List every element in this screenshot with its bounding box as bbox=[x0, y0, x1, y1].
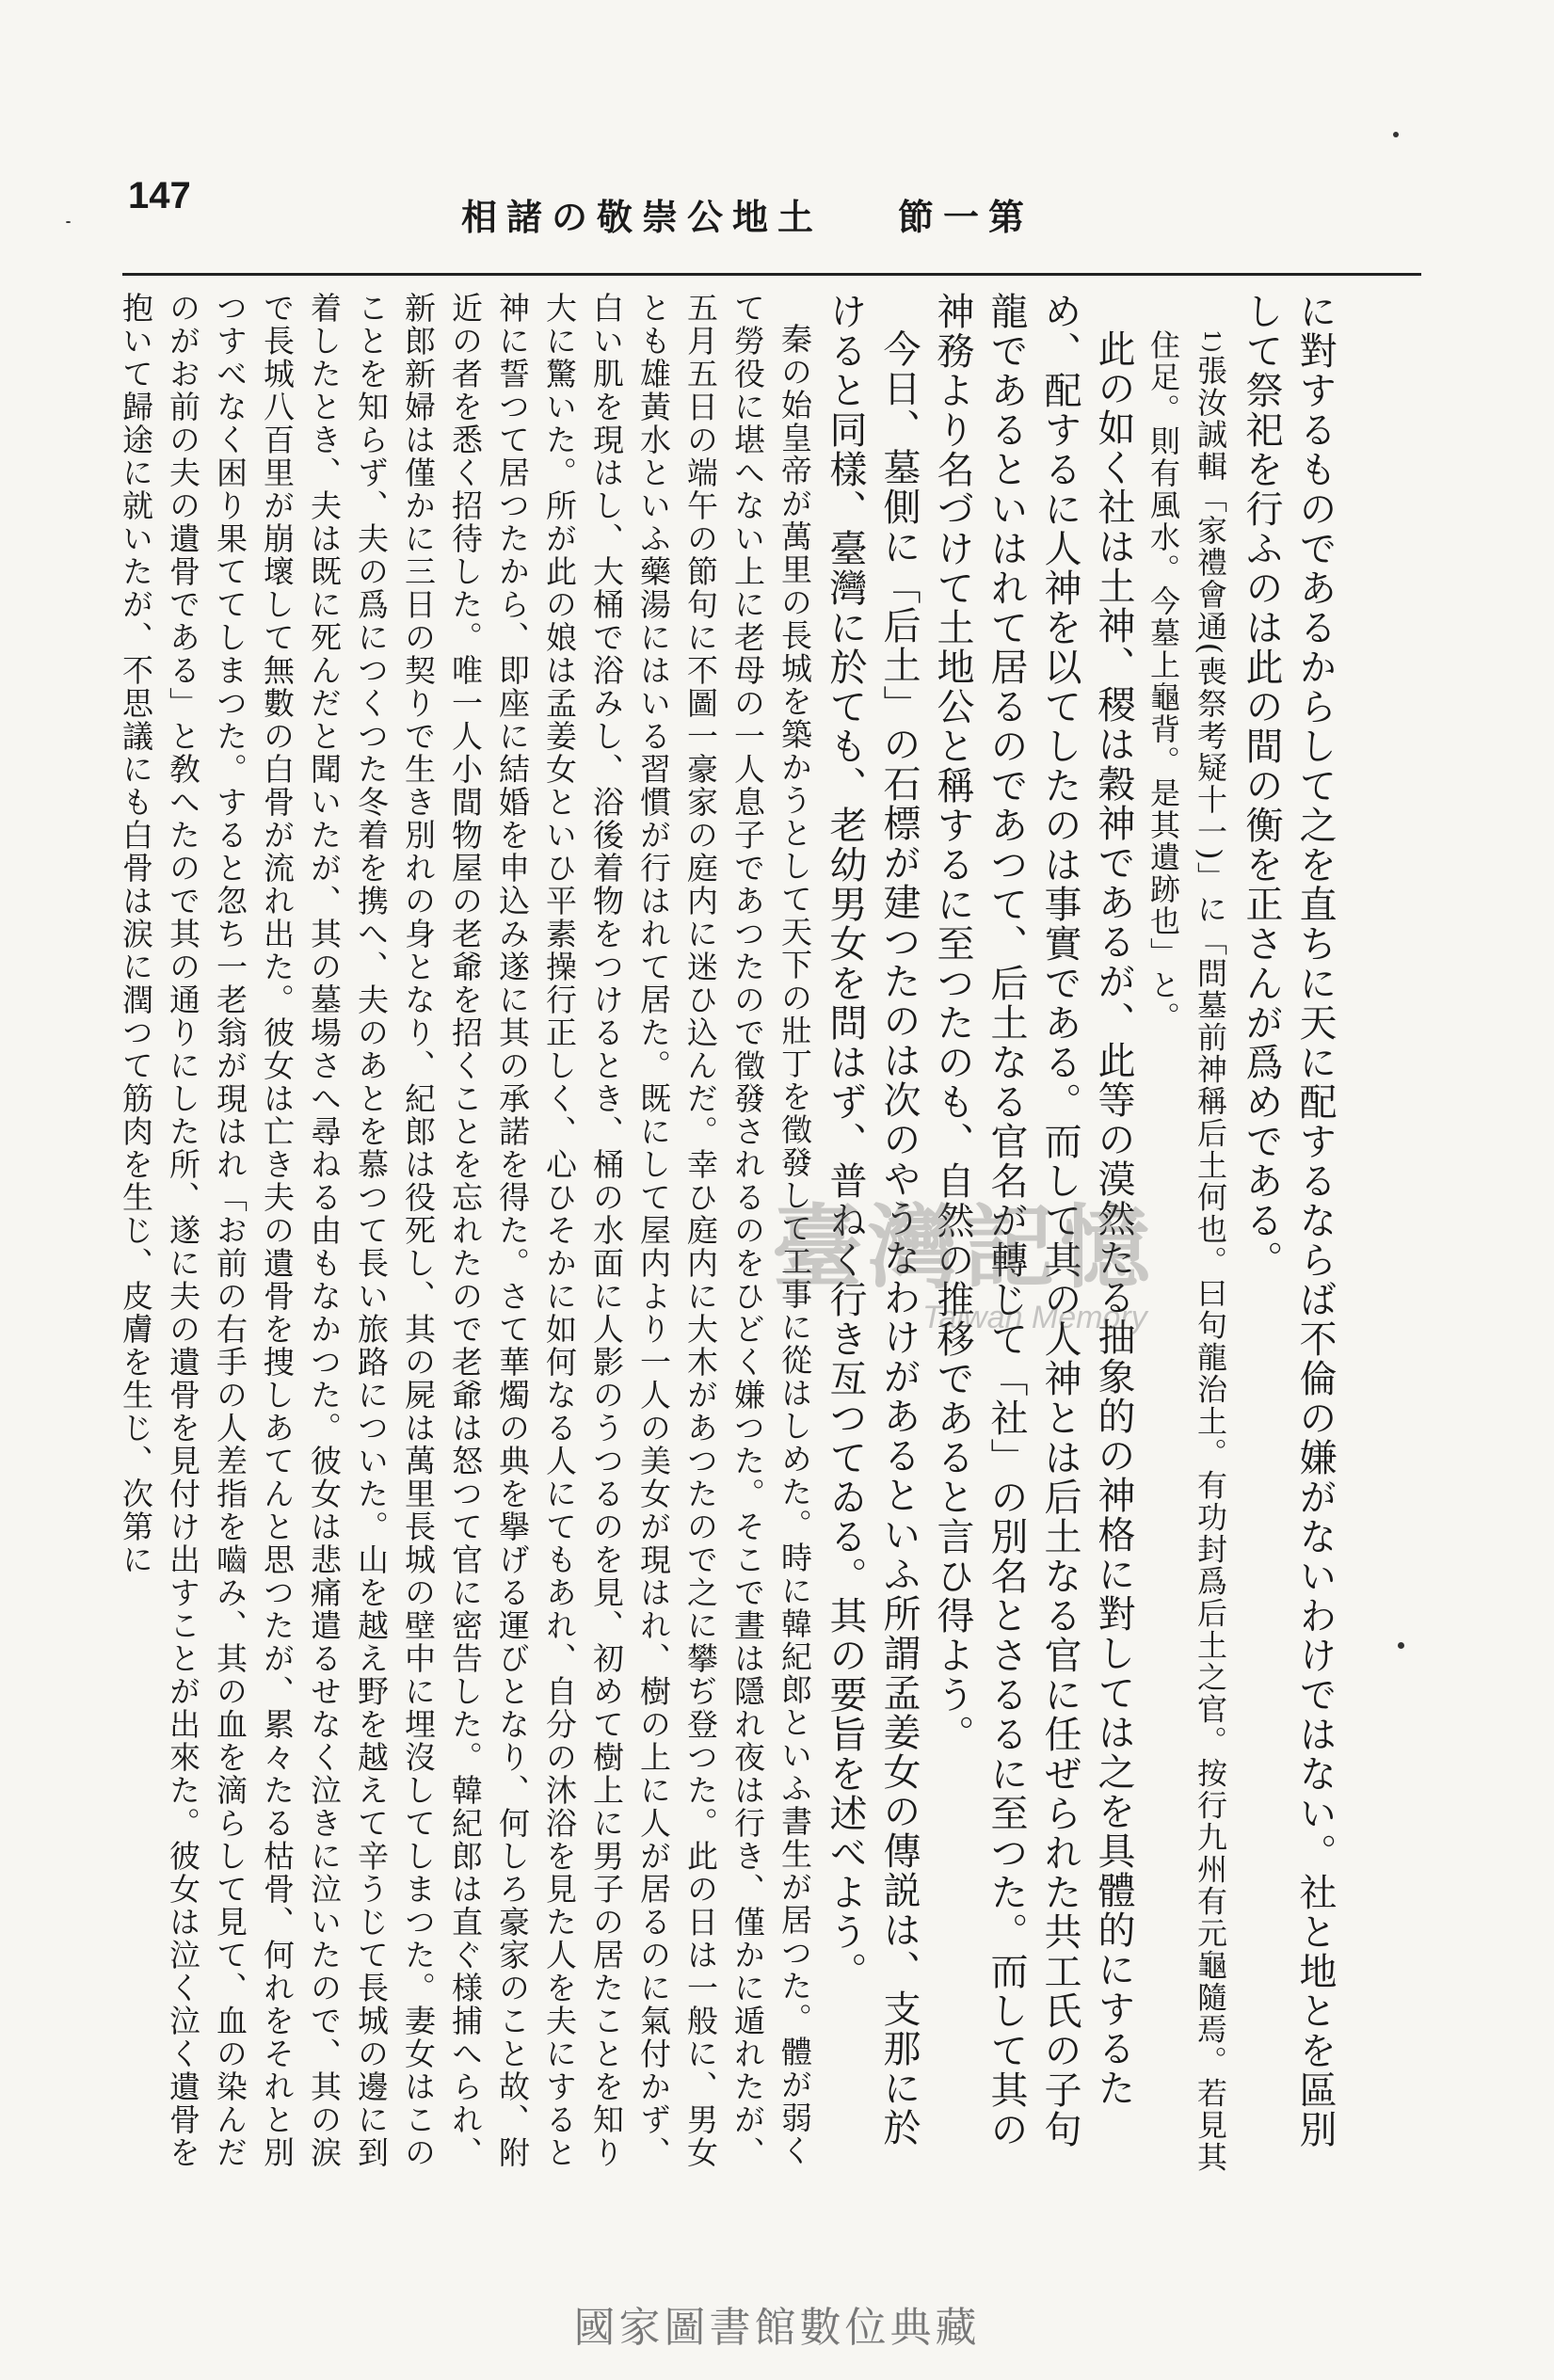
footnote-text: 張汝誠輯「家禮會通(喪祭考疑十一)」に「問墓前神稱后土何也。曰句龍治土。有功封爲后土之官。按行九州有元龜隨焉。若見其住足。則有風水。今墓上龜背。是其遺跡也」と。 bbox=[1145, 329, 1228, 2174]
scan-speck bbox=[66, 221, 71, 223]
watermark-main: 臺灣記憶 bbox=[772, 1194, 1156, 1301]
paragraph-continuation: に對するものであるからして之を直ちに天に配するならば不倫の嫌がないわけではない。社と地とを區別して祭祀を行ふのは此の間の衡を正さんが爲めである。 bbox=[1240, 292, 1337, 2149]
paragraph-story: 秦の始皇帝が萬里の長城を築かうとして天下の壯丁を徵發して工事に從はしめた。時に韓紀郎といふ書生が居つた。體が弱くて勞役に堪へない上に老母の一人息子であつたので徵發されるのをひどく嫌つた。そこで晝は隱れ夜は行き、僅かに遁れたが、五月五日の端午の節句に不圖一豪家の庭内に迷ひ込んだ。幸ひ庭内に大木があつたので之に攀ぢ登つた。此の日は一般に、男女とも雄黃水といふ藥湯にはいる習慣が行はれて居た。既にして屋内より一人の美女が現はれ、樹の上に人が居るのに氣付かず、白い肌を現はし、大桶で浴みし、浴後着物をつけるとき、桶の水面に人影のうつるのを見、初めて樹上に男子の居たことを知り大に驚いた。所が此の娘は孟姜女といひ平素操行正しく、心ひそかに如何なる人にてもあれ、自分の沐浴を見た人を夫にすると神に誓つて居つたから、即座に結婚を申込み遂に其の承諾を得た。さて華燭の典を擧げる運びとなり、何しろ豪家のこと故、附近の者を悉く招待した。唯一人小間物屋の老爺を招くことを忘れたので老爺は怒つて官に密告した。韓紀郎は直ぐ様捕へられ、新郎新婦は僅かに三日の契りで生き別れの身となり、紀郎は役死し、其の屍は萬里長城の壁中に埋沒してしまつた。妻女はこのことを知らず、夫の爲につくつた冬着を携へ、夫のあとを慕つて長い旅路についた。山を越え野を越えて辛うじて長城の邊に到着したとき、夫は既に死んだと聞いたが、其の墓場さへ尋ねる由もなかつた。彼女は悲痛遣るせなく泣きに泣いたので、其の涙で長城八百里が崩壞して無數の白骨が流れ出た。彼女は亡き夫の遺骨を捜しあてんと思つたが、累々たる枯骨、何れをそれと別つすべなく困り果ててしまつた。すると忽ち一老翁が現はれ「お前の右手の人差指を嚙み、其の血を滴らして見て、血の染んだのがお前の夫の遺骨である」と敎へたので其の通りにした所、遂に夫の遺骨を見付け出すことが出來た。彼女は泣く泣く遺骨を抱いて歸途に就いたが、不思議にも白骨は涙に潤つて筋肉を生じ、皮膚を生じ、次第に bbox=[118, 292, 813, 2169]
scan-speck bbox=[1398, 1642, 1404, 1649]
watermark-sub: Taiwan Memory bbox=[922, 1300, 1147, 1335]
running-head-section: 節一第 bbox=[898, 196, 1034, 238]
footnote-marker: 1) bbox=[1199, 329, 1223, 355]
body-text bbox=[118, 292, 1341, 2174]
paragraph: 此の如く社は土神、稷は穀神であるが、此等の漠然たる抽象的の神格に對しては之を具體的にするため、配するに人神を以てしたのは事實である。而して其の人神とは后土なる官に任ぜられた共工氏の子句龍であるといはれて居るのであつて、后土なる官名が轉じて「社」の別名とさるるに至つた。而して其の神務より名づけて土地公と稱するに至つたのも、自然の推移であると言ひ得よう。 bbox=[931, 292, 1135, 2149]
header-rule bbox=[122, 273, 1421, 276]
page-number: 147 bbox=[128, 175, 191, 216]
running-head-title: 相諸の敬崇公地土 bbox=[461, 196, 824, 238]
running-head bbox=[461, 188, 1033, 240]
footnote bbox=[1140, 329, 1234, 2174]
scan-speck bbox=[1393, 132, 1399, 137]
footer-credit: 國家圖書館數位典藏 bbox=[573, 2304, 981, 2352]
paragraph: 今日、墓側に「后土」の石標が建つたのは次のやうなわけがあるといふ所謂孟姜女の傳説は、支那に於けると同樣、臺灣に於ても、老幼男女を問はず、普ねく行き亙つてゐる。其の要旨を述べよう。 bbox=[824, 292, 921, 2148]
